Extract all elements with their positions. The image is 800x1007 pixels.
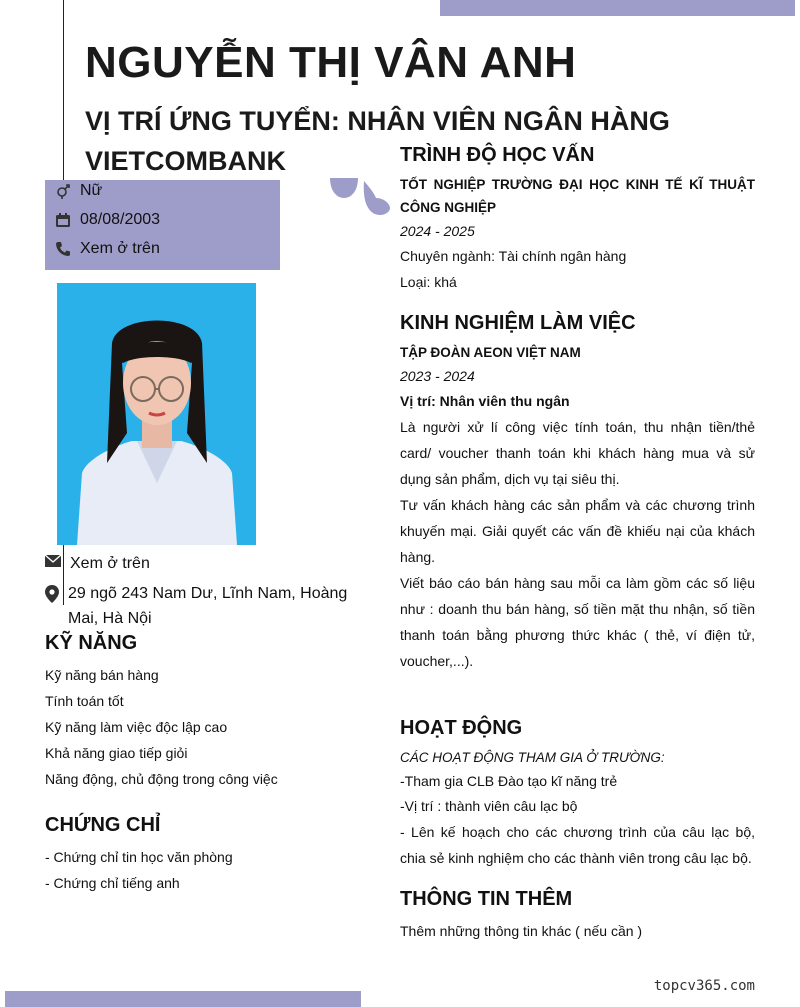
activities-heading: CÁC HOẠT ĐỘNG THAM GIA Ở TRƯỜNG:	[400, 750, 665, 765]
address-row	[45, 581, 350, 631]
experience-role: Vị trí: Nhân viên thu ngân	[400, 393, 570, 409]
certificate-item: - Chứng chỉ tin học văn phòng	[45, 849, 233, 865]
experience-title: KINH NGHIỆM LÀM VIỆC	[400, 312, 636, 334]
more-info-title: THÔNG TIN THÊM	[400, 888, 573, 910]
activity-item: -Tham gia CLB Đào tạo kĩ năng trẻ	[400, 773, 618, 789]
address-value: 29 ngõ 243 Nam Dư, Lĩnh Nam, Hoàng Mai, Hà Nội	[68, 585, 348, 627]
activity-item: -Vị trí : thành viên câu lạc bộ	[400, 798, 578, 814]
skill-item: Khả năng giao tiếp giỏi	[45, 745, 188, 761]
experience-description: Là người xử lí công việc tính toán, thu nhận tiền/thẻ card/ voucher thanh toán khi khách hàng mua và sử dụng sản phẩm, dịch vụ tại siêu thị.	[400, 419, 755, 487]
personal-info-box	[45, 180, 280, 270]
more-info-text: Thêm những thông tin khác ( nếu cần )	[400, 923, 643, 939]
skill-item: Tính toán tốt	[45, 693, 124, 709]
education-period: 2024 - 2025	[400, 223, 475, 239]
experience-company: TẬP ĐOÀN AEON VIỆT NAM	[400, 345, 581, 360]
experience-period: 2023 - 2024	[400, 368, 475, 384]
gender-row	[55, 182, 102, 200]
education-school: TỐT NGHIỆP TRƯỜNG ĐẠI HỌC KINH TẾ KĨ THUẬT CÔNG NGHIỆP	[400, 177, 755, 215]
education-title: TRÌNH ĐỘ HỌC VẤN	[400, 144, 595, 166]
phone-row	[55, 240, 160, 258]
email-value: Xem ở trên	[70, 555, 150, 572]
education-grade: Loại: khá	[400, 274, 457, 290]
skills-title: KỸ NĂNG	[45, 632, 138, 654]
applied-position: VỊ TRÍ ỨNG TUYỂN: NHÂN VIÊN NGÂN HÀNG VIETCOMBANK	[85, 106, 670, 176]
education-major: Chuyên ngành: Tài chính ngân hàng	[400, 248, 627, 264]
gender-icon	[55, 183, 71, 199]
experience-description: Viết báo cáo bán hàng sau mỗi ca làm gồm các số liệu như : doanh thu bán hàng, số tiền mặt thu nhận, số tiền thanh toán bằng phương thức khác ( thẻ, ví điện tử, voucher,...).	[400, 575, 755, 669]
mail-icon	[45, 551, 61, 576]
calendar-icon	[55, 212, 71, 228]
profile-photo	[57, 283, 256, 545]
footer-site: topcv365.com	[653, 978, 755, 994]
activity-detail: - Lên kế hoạch cho các chương trình của câu lạc bộ, chia sẻ kinh nghiệm cho các thành viên trong câu lạc bộ.	[400, 824, 755, 866]
experience-description: Tư vấn khách hàng các sản phẩm và các chương trình khuyến mại. Giải quyết các vấn đề khiếu nại của khách hàng.	[400, 497, 755, 565]
gender-value: Nữ	[80, 182, 103, 199]
skill-item: Kỹ năng làm việc độc lập cao	[45, 719, 228, 735]
top-accent-bar	[440, 0, 795, 16]
birthdate-value: 08/08/2003	[80, 211, 161, 228]
top-vertical-line	[63, 0, 64, 180]
activities-title: HOẠT ĐỘNG	[400, 717, 523, 739]
phone-value: Xem ở trên	[80, 240, 160, 257]
location-pin-icon	[45, 581, 59, 631]
candidate-name: NGUYỄN THỊ VÂN ANH	[85, 38, 577, 87]
bottom-accent-bar	[5, 991, 361, 1007]
email-row	[45, 551, 150, 576]
skill-item: Kỹ năng bán hàng	[45, 667, 159, 683]
certificate-item: - Chứng chỉ tiếng anh	[45, 875, 180, 891]
birthdate-row	[55, 211, 160, 229]
quote-mark-icon	[330, 178, 390, 223]
skill-item: Năng động, chủ động trong công việc	[45, 771, 278, 787]
certificates-title: CHỨNG CHỈ	[45, 814, 161, 836]
phone-icon	[55, 241, 71, 257]
